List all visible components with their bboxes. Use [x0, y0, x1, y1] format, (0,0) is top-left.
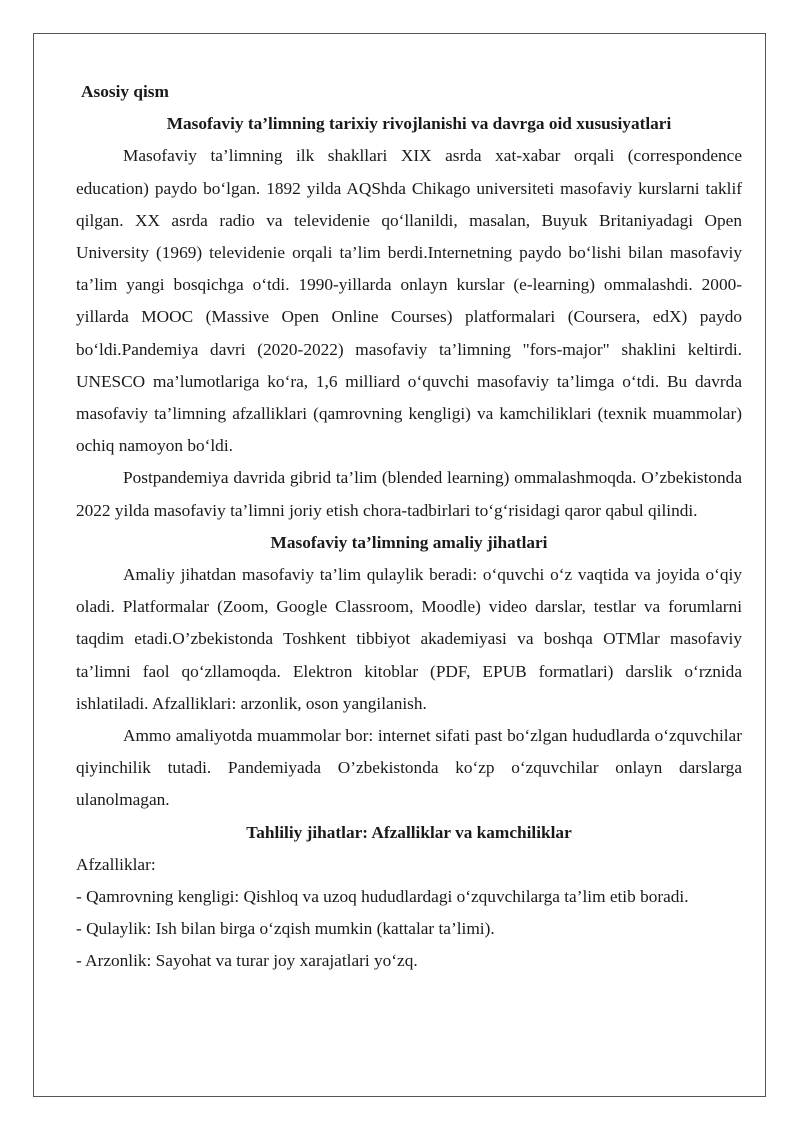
section-label: Asosiy qism	[81, 82, 169, 101]
list-item: - Qamrovning kengligi: Qishloq va uzoq hududlardagi o‘zquvchilarga ta’lim etib boradi.	[76, 887, 689, 907]
section-heading-history: Masofaviy ta’limning tarixiy rivojlanishi va davrga oid xususiyatlari	[166, 114, 672, 134]
paragraph-history: Masofaviy ta’limning ilk shakllari XIX asrda xat-xabar orqali (correspondence education) paydo bo‘lgan. 1892 yilda AQShda Chikago universiteti masofaviy kurslarni taklif qilgan. XX asrda radio va televidenie qo‘llanildi, masalan, Buyuk Britaniyadagi Open University (1969) televidenie orqali ta’lim berdi.Internetning paydo bo‘lishi bilan masofaviy ta’lim yangi bosqichga o‘tdi. 1990-yillarda onlayn kurslar (e-learning) ommalashdi. 2000-yillarda MOOC (Massive Open Online Courses) platformalari (Coursera, edX) paydo bo‘ldi.Pandemiya davri (2020-2022) masofaviy ta’limning "fors-major" shaklini keltirdi. UNESCO ma’lumotlariga ko‘ra, 1,6 milliard o‘quvchi masofaviy ta’limga o‘tdi. Bu davrda masofaviy ta’limning afzalliklari (qamrovning kengligi) va kamchiliklari (texnik muammolar) ochiq namoyon bo‘ldi.	[76, 146, 742, 456]
list-title: Afzalliklar:	[76, 854, 156, 874]
paragraph-practical: Amaliy jihatdan masofaviy ta’lim qulaylik beradi: o‘quvchi o‘z vaqtida va joyida o‘qiy oladi. Platformalar (Zoom, Google Classroom, Moodle) video darslar, testlar va forumlarni taqdim etadi.O’zbekistonda Toshkent tibbiyot akademiyasi va boshqa OTMlar masofaviy ta’limni faol qo‘zllamoqda. Elektron kitoblar (PDF, EPUB formatlari) darslik o‘rznida ishlatiladi. Afzalliklari: arzonlik, oson yangilanish.	[76, 565, 742, 713]
document-body	[76, 76, 742, 978]
section-heading-practical: Masofaviy ta’limning amaliy jihatlari	[270, 532, 548, 552]
paragraph-problems: Ammo amaliyotda muammolar bor: internet sifati past bo‘zlgan hududlarda o‘zquvchilar qiyinchilik tutadi. Pandemiyada O’zbekistonda ko‘zp o‘zquvchilar onlayn darslarga ulanolmagan.	[76, 726, 742, 810]
list-item: - Arzonlik: Sayohat va turar joy xarajatlari yo‘zq.	[76, 951, 418, 971]
section-heading-analysis: Tahliliy jihatlar: Afzalliklar va kamchiliklar	[246, 822, 572, 842]
paragraph-postpandemic: Postpandemiya davrida gibrid ta’lim (blended learning) ommalashmoqda. O’zbekistonda 2022 yilda masofaviy ta’limni joriy etish chora-tadbirlari to‘g‘risidagi qaror qabul qilindi.	[76, 468, 742, 520]
list-item: - Qulaylik: Ish bilan birga o‘zqish mumkin (kattalar ta’limi).	[76, 919, 495, 939]
